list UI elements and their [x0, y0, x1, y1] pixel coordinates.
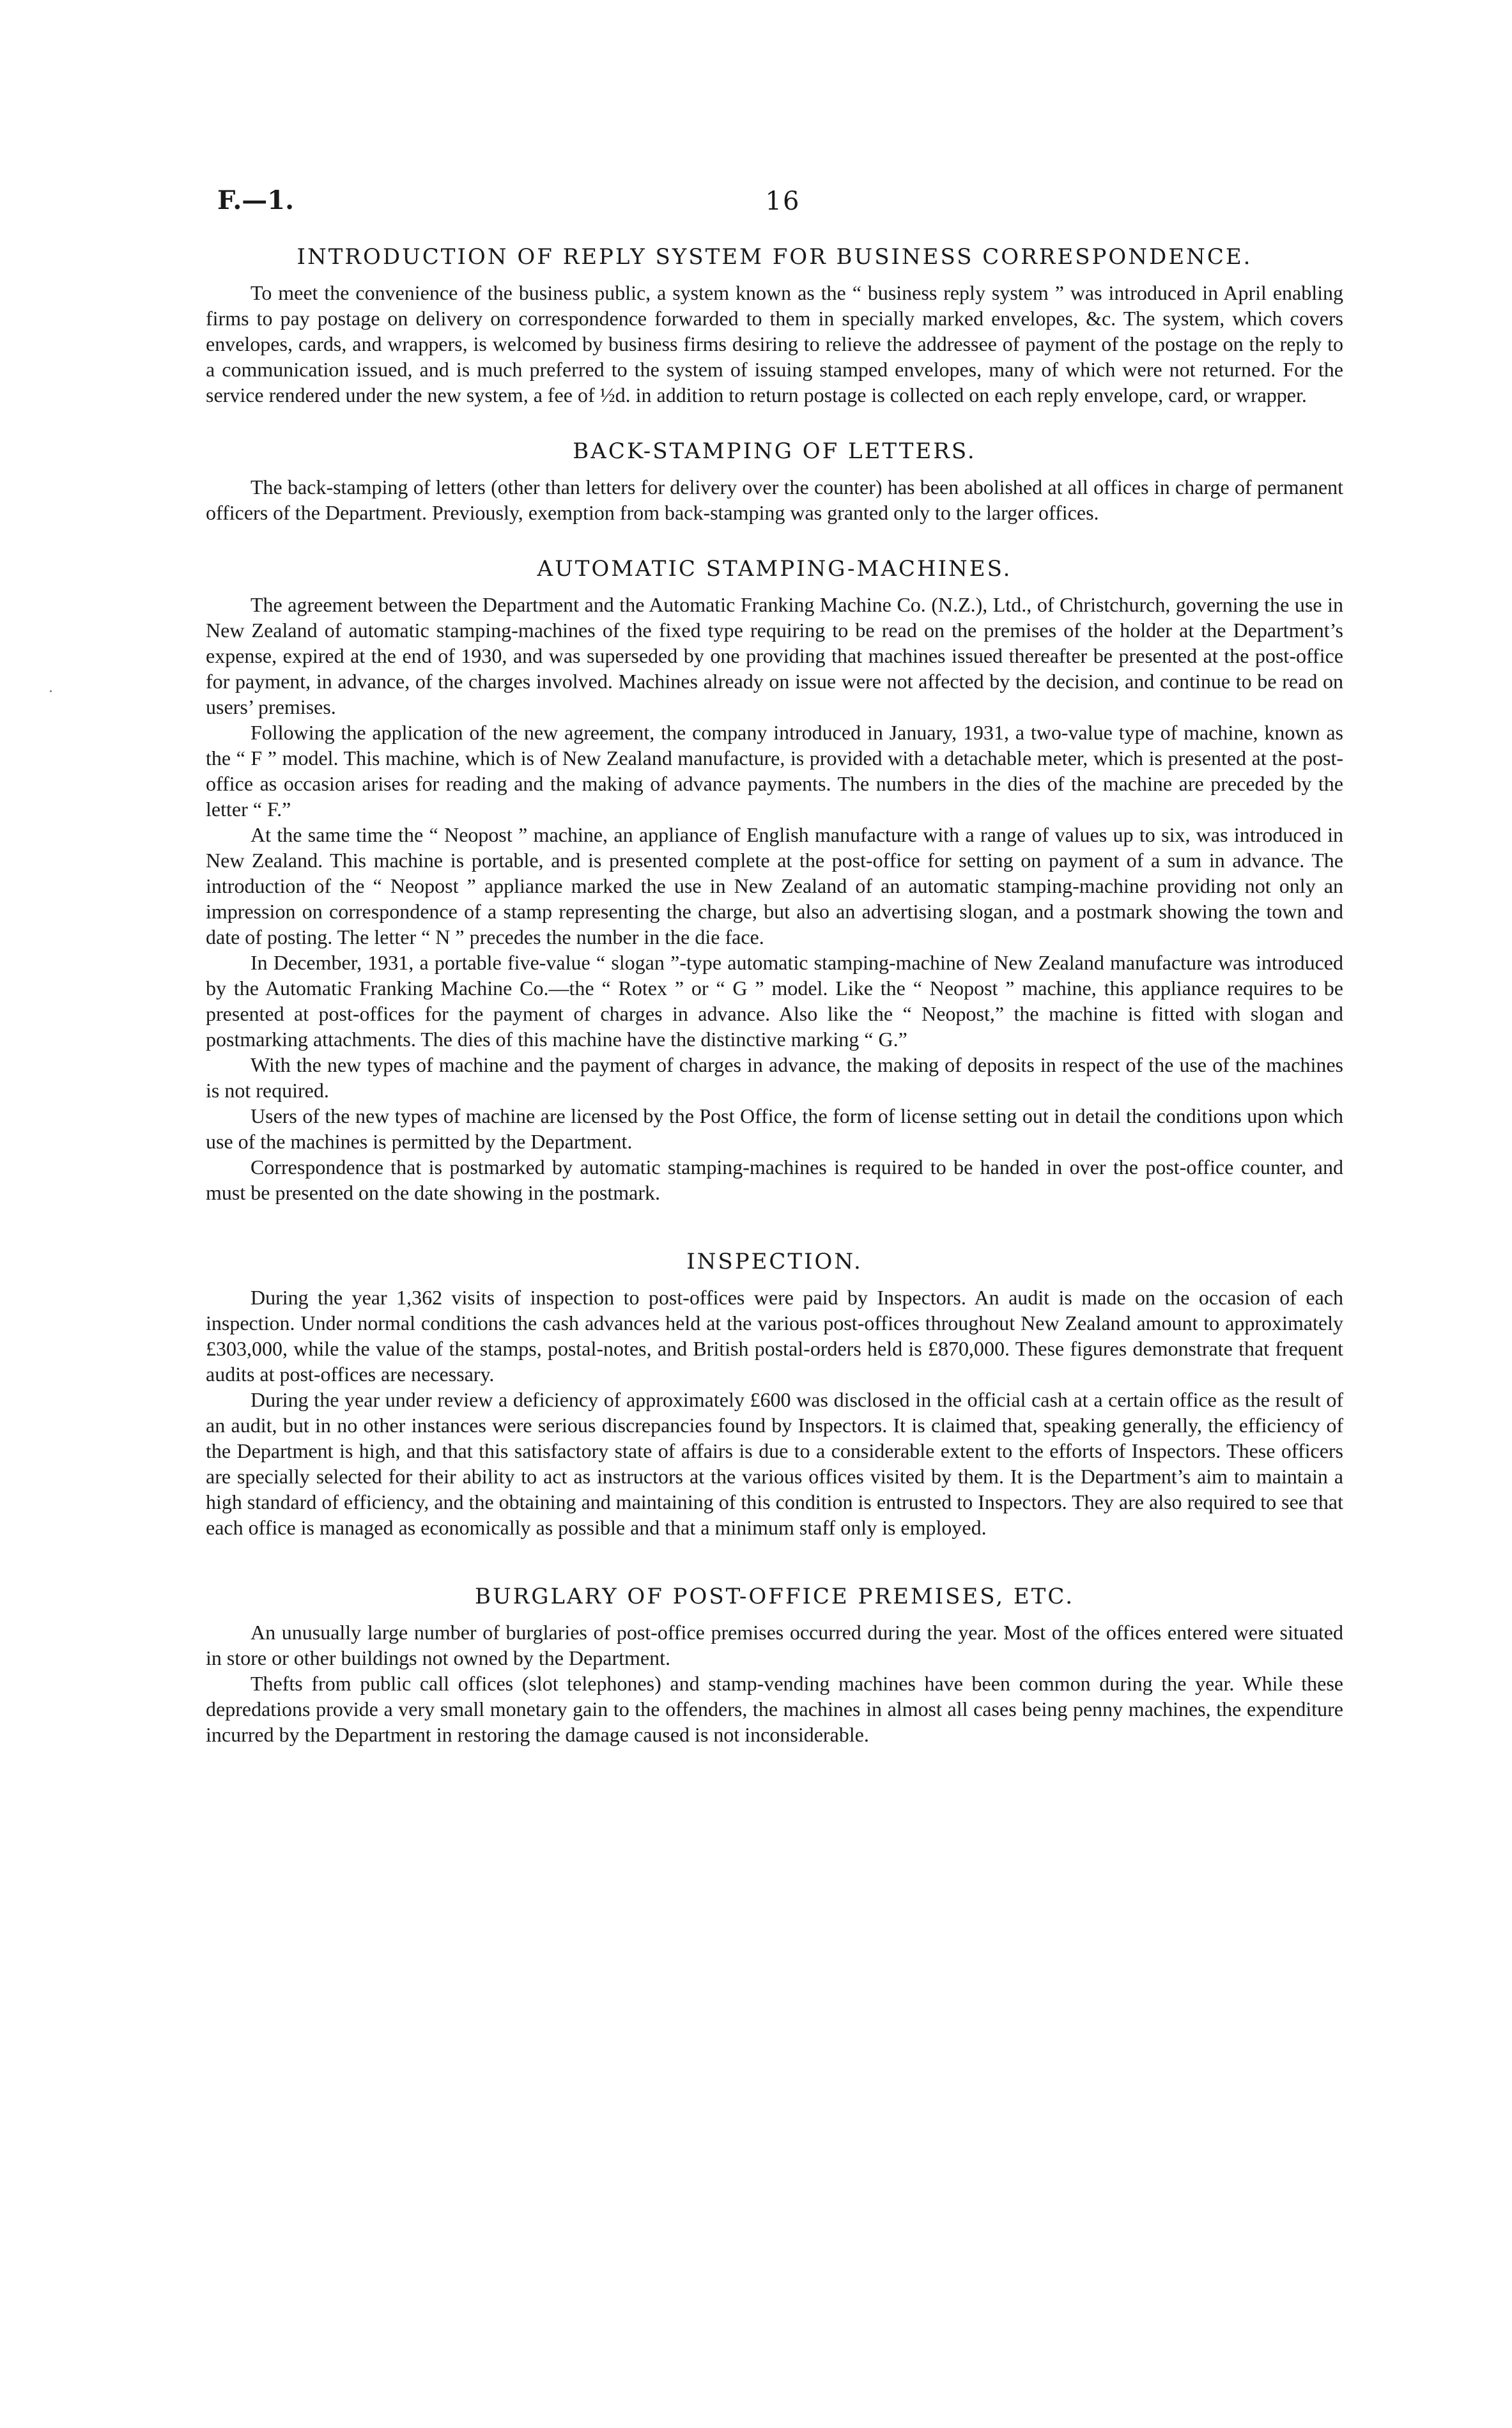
- paragraph: Correspondence that is postmarked by automatic stamping-machines is required to be handed in over the post-office counter, and must be presented on the date showing in the postmark.: [206, 1156, 1343, 1204]
- section-automatic-stamping-machines: [206, 555, 1343, 1205]
- section-reply-system: [206, 243, 1343, 408]
- paragraph: Following the application of the new agreement, the company introduced in January, 1931, a two-value type of machine, known as the “ F ” model. This machine, which is of New Zealand manufacture, is provided with a detachable meter, which is presented at the post-office as occasion arises for reading and the making of advance payments. The numbers in the dies of the machine are preceded by the letter “ F.”: [206, 721, 1343, 821]
- paragraph: To meet the convenience of the business public, a system known as the “ business reply system ” was introduced in April enabling firms to pay postage on delivery on correspondence forwarded to them in specially marked envelopes, &c. The system, which covers envelopes, cards, and wrappers, is welcomed by business firms desiring to relieve the addressee of payment of the postage on the reply to a communication issued, and is much preferred to the system of issuing stamped envelopes, many of which were not returned. For the service rendered under the new system, a fee of ½d. in addition to return postage is collected on each reply envelope, card, or wrapper.: [206, 281, 1343, 406]
- paragraph: During the year under review a deficiency of approximately £600 was disclosed in the official cash at a certain office as the result of an audit, but in no other instances were serious discrepancies found by Inspectors. It is claimed that, speaking generally, the efficiency of the Department is high, and that this satisfactory state of affairs is due to a considerable extent to the efforts of Inspectors. These officers are specially selected for their ability to act as instructors at the various offices visited by them. It is the Department’s aim to maintain a high standard of efficiency, and the obtaining and maintaining of this condition is entrusted to Inspectors. They are also required to see that each office is managed as economically as possible and that a minimum staff only is employed.: [206, 1388, 1343, 1539]
- section-inspection: [206, 1248, 1343, 1540]
- paragraph: During the year 1,362 visits of inspection to post-offices were paid by Inspectors. An audit is made on the occasion of each inspection. Under normal conditions the cash advances held at the various post-offices throughout New Zealand amount to approximately £303,000, while the value of the stamps, postal-notes, and British postal-orders held is £870,000. These figures demonstrate that frequent audits at post-offices are necessary.: [206, 1286, 1343, 1386]
- paragraph: At the same time the “ Neopost ” machine, an appliance of English manufacture with a range of values up to six, was introduced in New Zealand. This machine is portable, and is presented complete at the post-office for setting on payment of a sum in advance. The introduction of the “ Neopost ” appliance marked the use in New Zealand of an automatic stamping-machine providing not only an impression on correspondence of a stamp representing the charge, but also an advertising slogan, and a postmark showing the town and date of posting. The letter “ N ” precedes the number in the die face.: [206, 823, 1343, 948]
- section-heading: INTRODUCTION OF REPLY SYSTEM FOR BUSINESS CORRESPONDENCE.: [297, 244, 1253, 270]
- section-heading: INSPECTION.: [686, 1249, 863, 1274]
- section-heading: AUTOMATIC STAMPING-MACHINES.: [537, 556, 1012, 582]
- section-burglary: [206, 1582, 1343, 1747]
- section-heading: BACK-STAMPING OF LETTERS.: [573, 438, 976, 464]
- paragraph: The back-stamping of letters (other than letters for delivery over the counter) has been abolished at all offices in charge of permanent officers of the Department. Previously, exemption from back-stamping was granted only to the larger offices.: [206, 476, 1343, 524]
- document-reference: F.—1.: [217, 185, 295, 215]
- paragraph: In December, 1931, a portable five-value “ slogan ”-type automatic stamping-machine of New Zealand manufacture was introduced by the Automatic Franking Machine Co.—the “ Rotex ” or “ G ” model. Like the “ Neopost ” machine, this appliance requires to be presented at post-offices for the payment of charges in advance. Also like the “ Neopost,” the machine is fitted with slogan and postmarking attachments. The dies of this machine have the distinctive marking “ G.”: [206, 951, 1343, 1051]
- page-header: [217, 185, 1348, 224]
- section-back-stamping: [206, 437, 1343, 525]
- paragraph: The agreement between the Department and the Automatic Franking Machine Co. (N.Z.), Ltd., of Christchurch, governing the use in New Zealand of automatic stamping-machines of the fixed type requiring to be read on the premises of the holder at the Department’s expense, expired at the end of 1930, and was superseded by one providing that machines issued thereafter be presented at the post-office for payment, in advance, of the charges involved. Machines already on issue were not affected by the decision, and continue to be read on users’ premises.: [206, 593, 1343, 718]
- page-body: [206, 243, 1343, 1777]
- section-heading: BURGLARY OF POST-OFFICE PREMISES, ETC.: [474, 1584, 1075, 1609]
- paragraph: Thefts from public call offices (slot telephones) and stamp-vending machines have been common during the year. While these depredations provide a very small monetary gain to the offenders, the machines in almost all cases being penny machines, the expenditure incurred by the Department in restoring the damage caused is not inconsiderable.: [206, 1672, 1343, 1746]
- page-number: 16: [765, 187, 801, 216]
- paragraph: An unusually large number of burglaries of post-office premises occurred during the year. Most of the offices entered were situated in store or other buildings not owned by the Department.: [206, 1621, 1343, 1669]
- scan-speck: [50, 690, 52, 692]
- paragraph: Users of the new types of machine are licensed by the Post Office, the form of license setting out in detail the conditions upon which use of the machines is permitted by the Department.: [206, 1104, 1343, 1153]
- paragraph: With the new types of machine and the payment of charges in advance, the making of deposits in respect of the use of the machines is not required.: [206, 1053, 1343, 1102]
